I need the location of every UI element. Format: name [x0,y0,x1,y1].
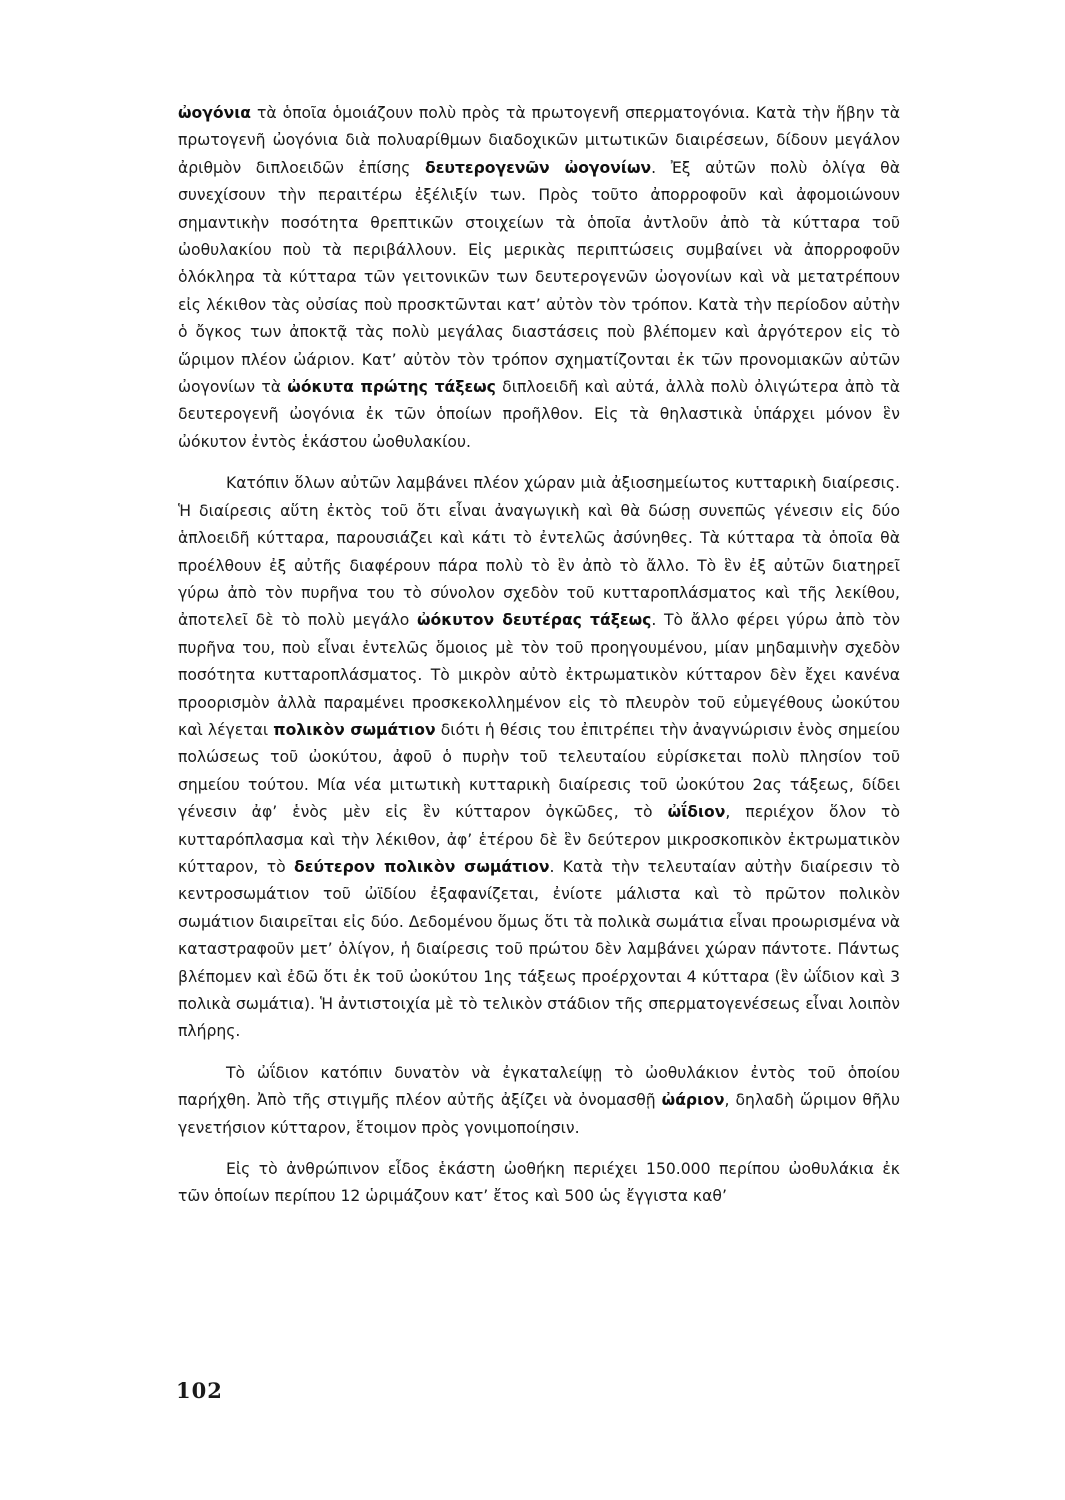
text-run: . Ἐξ αὐτῶν πολὺ ὀλίγα θὰ συνεχίσουν τὴν περαιτέρω ἐξέλιξίν των. Πρὸς τοῦτο ἀπορροφοῦν καὶ ἀφομοιώνουν σημαντικὴν ποσότητα θρεπτικῶν στοιχείων τὰ ὁποῖα ἀντλοῦν ἀπὸ τὰ κύτταρα τοῦ ὠοθυλακίου ποὺ τὰ περιβάλλουν. Εἰς μερικὰς περιπτώσεις συμβαίνει νὰ ἀπορροφοῦν ὁλόκληρα τὰ κύτταρα τῶν γειτονικῶν των δευτερογενῶν ὠογονίων καὶ νὰ μετατρέπουν εἰς λέκιθον τὰς οὐσίας ποὺ προσκτῶνται κατ’ αὐτὸν τὸν τρόπον. Κατὰ τὴν περίοδον αὐτὴν ὁ ὄγκος των ἀποκτᾷ τὰς πολὺ μεγάλας διαστάσεις ποὺ βλέπομεν καὶ ἀργότερον εἰς τὸ ὥριμον πλέον ὠάριον. Κατ’ αὐτὸν τὸν τρόπον σχηματίζονται ἐκ τῶν προνομιακῶν αὐτῶν ὠογονίων τὰ [178,158,900,397]
text-run: , δηλαδὴ ὥριμον θῆλυ γενετήσιον κύτταρον, ἕτοιμον πρὸς γονιμοποίησιν. [178,1091,900,1137]
text-run: διότι ἡ θέσις του ἐπιτρέπει τὴν ἀναγνώρισιν ἑνὸς σημείου πολώσεως τοῦ ὠοκύτου, ἀφοῦ ὁ πυρὴν τοῦ τελευταίου εὑρίσκεται πολὺ πλησίον τοῦ σημείου τούτου. Μία νέα μιτωτικὴ κυτταρικὴ διαίρεσις τοῦ ὠοκύτου 2ας τάξεως, δίδει γένεσιν ἀφ’ ἑνὸς μὲν εἰς ἓν κύτταρον ὀγκῶδες, τὸ [178,720,900,822]
bold-term: ὠάριον [661,1091,725,1110]
bold-term: ὠΐδιον [667,803,726,822]
text-run: Κατόπιν ὅλων αὐτῶν λαμβάνει πλέον χώραν μιὰ ἀξιοσημείωτος κυτταρικὴ διαίρεσις. Ἡ διαίρεσις αὕτη ἐκτὸς τοῦ ὅτι εἶναι ἀναγωγικὴ καὶ θὰ δώσῃ συνεπῶς γένεσιν εἰς δύο ἁπλοειδῆ κύτταρα, παρουσιάζει καὶ κάτι τὸ ἐντελῶς ἀσύνηθες. Τὰ κύτταρα τὰ ὁποῖα θὰ προέλθουν ἐξ αὐτῆς διαφέρουν πάρα πολὺ τὸ ἓν ἀπὸ τὸ ἄλλο. Τὸ ἓν ἐξ αὐτῶν διατηρεῖ γύρω ἀπὸ τὸν πυρῆνα του τὸ σύνολον σχεδὸν τοῦ κυτταροπλάσματος καὶ τῆς λεκίθου, ἀποτελεῖ δὲ τὸ πολὺ μεγάλο [178,474,900,630]
text-run: διπλοειδῆ καὶ αὐτά, ἀλλὰ πολὺ ὀλιγώτερα ἀπὸ τὰ δευτερογενῆ ὠογόνια ἐκ τῶν ὁποίων προῆλθον. Εἰς τὰ θηλαστικὰ ὑπάρχει μόνον ἓν ὠόκυτον ἐντὸς ἑκάστου ὠοθυλακίου. [178,378,900,451]
text-run: . Κατὰ τὴν τελευταίαν αὐτὴν διαίρεσιν τὸ κεντροσωμάτιον τοῦ ὠϊδίου ἐξαφανίζεται, ἐνίοτε μάλιστα καὶ τὸ πρῶτον πολικὸν σωμάτιον διαιρεῖται εἰς δύο. Δεδομένου ὅμως ὅτι τὰ πολικὰ σωμάτια εἶναι προωρισμένα νὰ καταστραφοῦν μετ’ ὀλίγον, ἡ διαίρεσις τοῦ πρώτου δὲν λαμβάνει χώραν πάντοτε. Πάντως βλέπομεν καὶ ἐδῶ ὅτι ἐκ τοῦ ὠοκύτου 1ης τάξεως προέρχονται 4 κύτταρα (ἓν ὠΐδιον καὶ 3 πολικὰ σωμάτια). Ἡ ἀντιστοιχία μὲ τὸ τελικὸν στάδιον τῆς σπερματογενέσεως εἶναι λοιπὸν πλήρης. [178,857,900,1041]
paragraph-4 [178,1156,900,1211]
bold-term: ὠόκυτον δευτέρας τάξεως [416,611,652,630]
text-run: τὰ ὁποῖα ὁμοιάζουν πολὺ πρὸς τὰ πρωτογενῆ σπερματογόνια. Κατὰ τὴν ἥβην τὰ πρωτογενῆ ὠογόνια διὰ πολυαρίθμων διαδοχικῶν μιτωτικῶν διαιρέσεων, δίδουν μεγάλον ἀριθμὸν διπλοειδῶν ἐπίσης [178,104,900,177]
bold-term: ὠόκυτα πρώτης τάξεως [287,378,496,397]
page-number: 102 [176,1378,223,1403]
paragraph-3 [178,1060,900,1142]
text-run: Τὸ ὠΐδιον κατόπιν δυνατὸν νὰ ἐγκαταλείψῃ τὸ ὠοθυλάκιον ἐντὸς τοῦ ὁποίου παρήχθη. Ἀπὸ τῆς στιγμῆς πλέον αὐτῆς ἀξίζει νὰ ὀνομασθῇ [178,1063,900,1110]
bold-term: πολικὸν σωμάτιον [273,720,436,739]
page-body [178,100,900,1211]
text-run: Εἰς τὸ ἀνθρώπινον εἶδος ἑκάστη ὠοθήκη περιέχει 150.000 περίπου ὠοθυλάκια ἐκ τῶν ὁποίων περίπου 12 ὡριμάζουν κατ’ ἔτος καὶ 500 ὡς ἔγγιστα καθ’ [178,1160,900,1206]
paragraph-2 [178,470,900,1046]
bold-term: δευτερογενῶν ὠογονίων [425,158,652,177]
bold-term: ὠογόνια [178,104,252,122]
bold-term: δεύτερον πολικὸν σωμάτιον [294,857,550,876]
text-run: . Τὸ ἄλλο φέρει γύρω ἀπὸ τὸν πυρῆνα του, ποὺ εἶναι ἐντελῶς ὅμοιος μὲ τὸν τοῦ προηγουμένου, μίαν μηδαμινὴν σχεδὸν ποσότητα κυτταροπλάσματος. Τὸ μικρὸν αὐτὸ ἐκτρωματικὸν κύτταρον δὲν ἔχει κανένα προορισμὸν ἀλλὰ παραμένει προσκεκολλημένον εἰς τὸ πλευρὸν τοῦ εὐμεγέθους ὠοκύτου καὶ λέγεται [178,611,900,739]
paragraph-1 [178,100,900,456]
text-run: , περιέχον ὅλον τὸ κυτταρόπλασμα καὶ τὴν λέκιθον, ἀφ’ ἑτέρου δὲ ἓν δεύτερον μικροσκοπικὸν ἐκτρωματικὸν κύτταρον, τὸ [178,803,900,876]
